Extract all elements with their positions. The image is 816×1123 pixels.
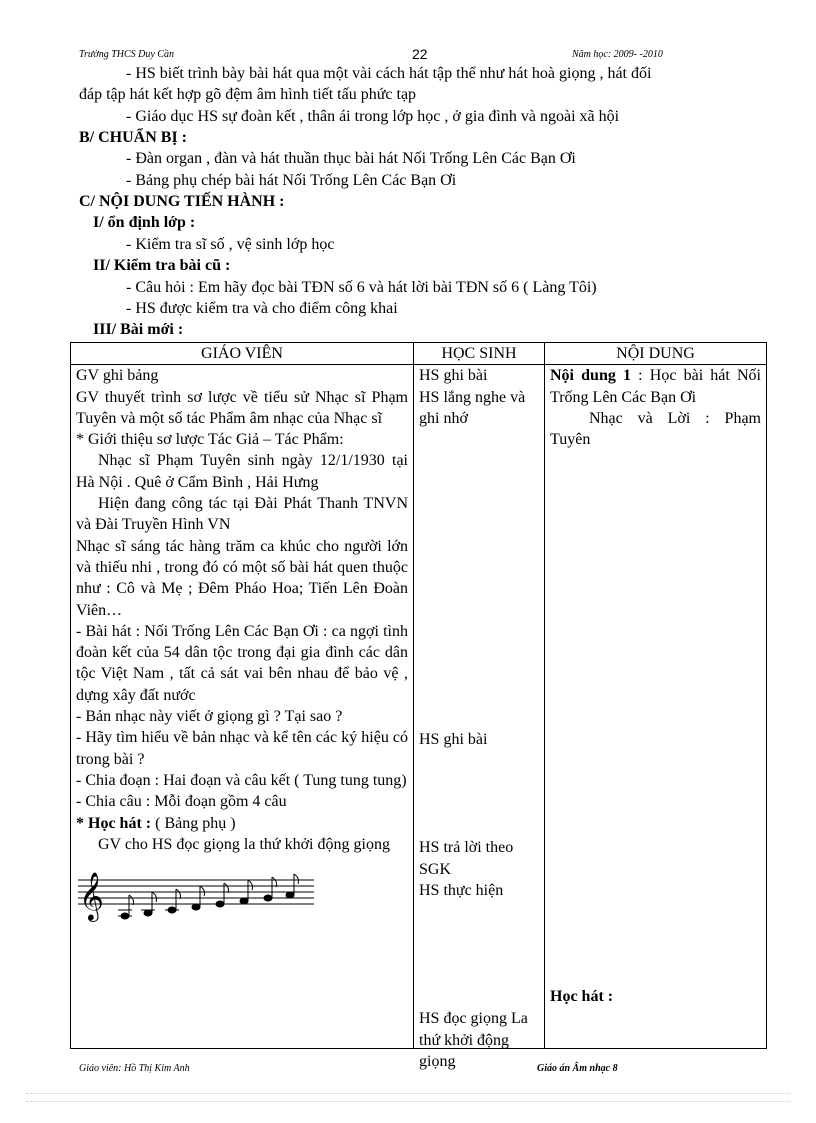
content-c2: Nhạc và Lời : Phạm Tuyên — [550, 409, 761, 449]
prep-heading: B/ CHUẨN BỊ : — [79, 129, 188, 146]
teacher-p10: - Chia đoạn : Hai đoạn và câu kết ( Tung tung tung) — [76, 771, 407, 789]
teacher-p5: Hiện đang công tác tại Đài Phát Thanh TNVN và Đài Truyền Hình VN — [76, 495, 408, 534]
teacher-p4: Nhạc sĩ Phạm Tuyên sinh ngày 12/1/1930 tại Hà Nội . Quê ở Cẩm Bình , Hải Hưng — [76, 452, 408, 491]
header-teacher: GIÁO VIÊN — [71, 343, 414, 365]
content-c1-bold: Nội dung 1 — [550, 367, 632, 385]
teacher-p8: - Bản nhạc này viết ở giọng gì ? Tại sao ? — [76, 708, 343, 726]
content-heading: C/ NỘI DUNG TIẾN HÀNH : — [79, 193, 285, 210]
intro-line-1: - HS biết trình bày bài hát qua một vài cách hát tập thể như hát hoà giọng , hát đối — [126, 65, 652, 82]
student-s4: HS trả lời theo SGK — [419, 839, 514, 878]
teacher-p9: - Hãy tìm hiểu về bản nhạc và kể tên các ký hiệu có trong bài ? — [76, 729, 408, 768]
header-school-year: Năm học: 2009- -2010 — [572, 49, 663, 60]
section-2-item-1: - Câu hỏi : Em hãy đọc bài TĐN số 6 và hát lời bài TĐN số 6 ( Làng Tôi) — [126, 279, 597, 296]
music-staff-scale — [76, 865, 316, 925]
prep-item-2: - Bảng phụ chép bài hát Nối Trống Lên Các Bạn Ơi — [126, 172, 457, 189]
student-s5: HS thực hiện — [419, 882, 504, 900]
teacher-p13: GV cho HS đọc giọng la thứ khởi động giọng — [98, 835, 390, 853]
table-header-row — [71, 343, 767, 365]
footer-divider-2 — [26, 1101, 790, 1102]
section-1-heading: I/ ổn định lớp : — [93, 214, 196, 231]
student-s6: HS đọc giọng La thứ khởi động giọng — [419, 1010, 528, 1070]
section-3-heading: III/ Bài mới : — [93, 321, 184, 338]
teacher-column — [71, 365, 414, 1049]
student-s1: HS ghi bài — [419, 367, 488, 385]
table-row — [71, 365, 767, 1049]
header-school: Trường THCS Duy Cần — [79, 49, 174, 60]
content-column — [545, 365, 767, 1049]
student-column — [414, 365, 545, 1070]
teacher-p12-rest: ( Bảng phụ ) — [151, 814, 236, 832]
teacher-p1: GV ghi bảng — [76, 367, 159, 385]
student-s2: HS lắng nghe và ghi nhớ — [419, 388, 526, 427]
teacher-p12-bold: * Học hát : — [76, 814, 152, 832]
footer-teacher: Giáo viên: Hồ Thị Kim Anh — [79, 1063, 190, 1074]
section-1-item: - Kiểm tra sĩ số , vệ sinh lớp học — [126, 236, 335, 253]
teacher-p11: - Chia câu : Mỗi đoạn gồm 4 câu — [76, 793, 287, 811]
intro-line-3: - Giáo dục HS sự đoàn kết , thân ái trong lớp học , ở gia đình và ngoài xã hội — [126, 108, 620, 125]
section-2-heading: II/ Kiểm tra bài cũ : — [93, 257, 231, 274]
prep-item-1: - Đàn organ , đàn và hát thuần thục bài hát Nối Trống Lên Các Bạn Ơi — [126, 150, 576, 167]
page-number: 22 — [412, 46, 428, 62]
footer-divider — [26, 1093, 790, 1094]
teacher-p2: GV thuyết trình sơ lược về tiểu sử Nhạc sĩ Phạm Tuyên và một số tác Phẩm âm nhạc của Nhạc sĩ — [76, 388, 408, 427]
header-student: HỌC SINH — [414, 343, 545, 365]
teacher-p6: Nhạc sĩ sáng tác hàng trăm ca khúc cho người lớn và thiếu nhi , trong đó có một số bài hát quen thuộc như : Cô và Mẹ ; Đêm Pháo Hoa; Tiến Lên Đoàn Viên… — [76, 537, 408, 619]
treble-clef-icon: 𝄞 — [79, 871, 104, 921]
teacher-p7: - Bài hát : Nối Trống Lên Các Bạn Ơi : ca ngợi tình đoàn kết của 54 dân tộc trong đại gia đình các dân tộc Việt Nam , tất cả sát vai bên nhau để bảo vệ , dựng xây đất nước — [76, 622, 408, 704]
content-c1-rest: : Học bài hát Nối Trống Lên Các Bạn Ơi — [550, 367, 761, 406]
teacher-p12 — [76, 813, 408, 834]
intro-line-2: đáp tập hát kết hợp gõ đệm âm hình tiết tấu phức tạp — [79, 86, 417, 103]
section-2-item-2: - HS được kiểm tra và cho điểm công khai — [126, 300, 398, 317]
footer-subject: Giáo án Âm nhạc 8 — [537, 1063, 618, 1074]
content-c1 — [550, 365, 761, 408]
content-c3: Học hát : — [550, 988, 614, 1006]
teacher-p3: * Giới thiệu sơ lược Tác Giả – Tác Phẩm: — [76, 431, 344, 449]
student-s3: HS ghi bài — [419, 731, 488, 749]
header-content: NỘI DUNG — [545, 343, 767, 365]
